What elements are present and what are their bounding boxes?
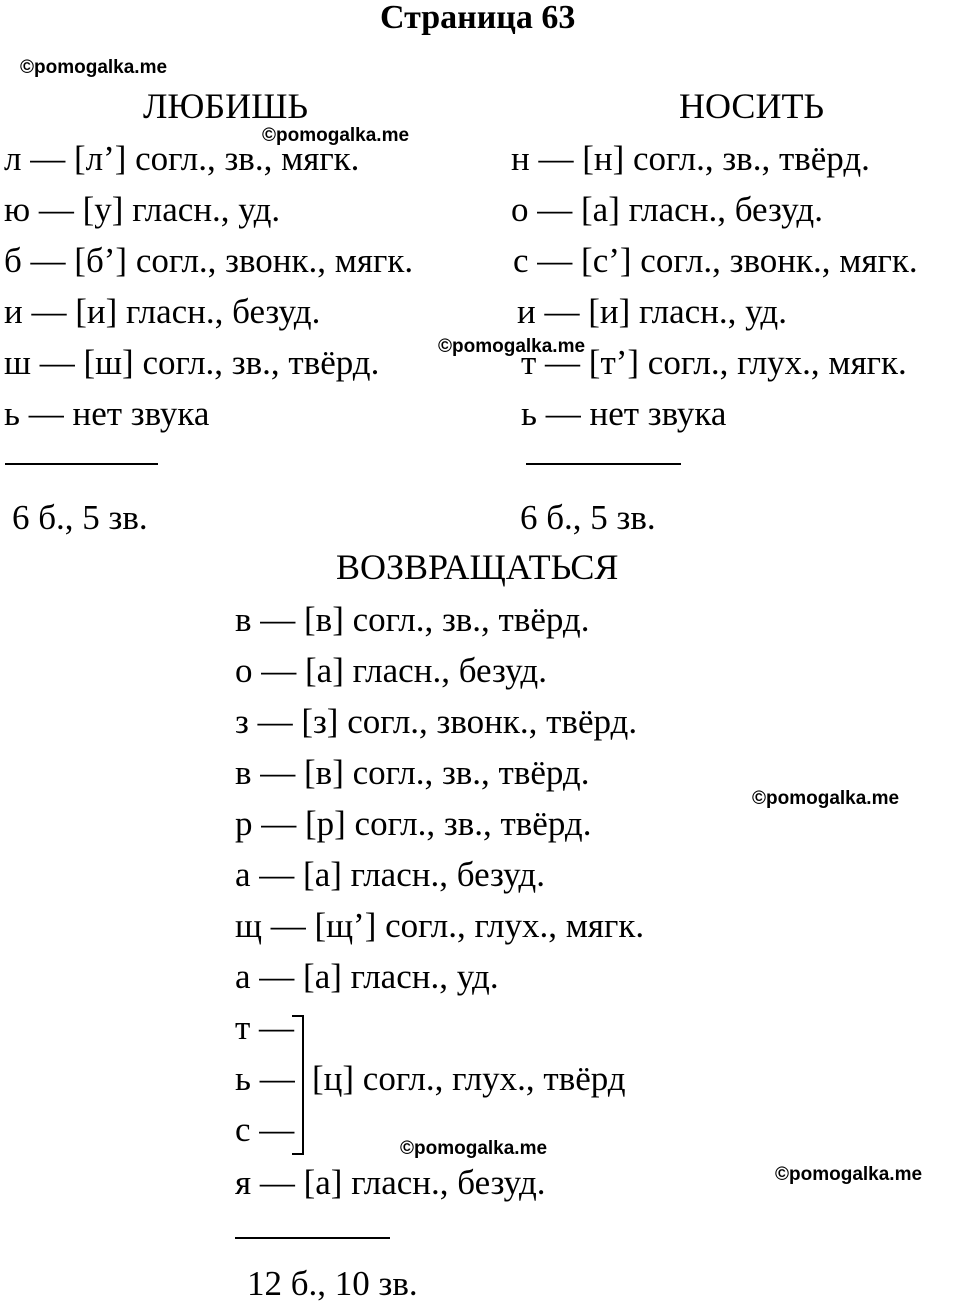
bottom-word-line: а — [а] гласн., уд. [235, 957, 499, 996]
bottom-word-last-line: я — [а] гласн., безуд. [235, 1163, 546, 1202]
left-word-line: и — [и] гласн., безуд. [4, 292, 321, 331]
bottom-word-divider [235, 1237, 390, 1239]
group-letter: т — [235, 1008, 295, 1047]
watermark: ©pomogalka.me [752, 788, 900, 809]
bottom-word-line: в — [в] согл., зв., твёрд. [235, 753, 590, 792]
right-word-line: т — [т’] согл., глух., мягк. [521, 343, 907, 382]
bottom-word-summary: 12 б., 10 зв. [247, 1264, 418, 1303]
right-word-divider [526, 463, 681, 465]
left-word-line: ш — [ш] согл., зв., твёрд. [4, 343, 380, 382]
group-bracket [292, 1015, 304, 1155]
group-sound: [ц] согл., глух., твёрд [312, 1059, 626, 1098]
left-word-line: л — [л’] согл., зв., мягк. [4, 139, 360, 178]
bottom-word-line: р — [р] согл., зв., твёрд. [235, 804, 592, 843]
left-word-line: ю — [у] гласн., уд. [4, 190, 281, 229]
watermark: ©pomogalka.me [438, 336, 586, 357]
left-word-line: ь — нет звука [4, 394, 210, 433]
watermark: ©pomogalka.me [20, 57, 168, 78]
right-word-line: и — [и] гласн., уд. [517, 292, 787, 331]
watermark: ©pomogalka.me [775, 1164, 923, 1185]
right-word-line: о — [а] гласн., безуд. [511, 190, 823, 229]
right-word-line: ь — нет звука [521, 394, 727, 433]
bottom-word-heading: ВОЗВРАЩАТЬСЯ [336, 547, 619, 587]
group-letter: ь — [235, 1059, 295, 1098]
left-word-line: б — [б’] согл., звонк., мягк. [4, 241, 414, 280]
right-word-line: с — [с’] согл., звонк., мягк. [513, 241, 918, 280]
page-title: Страница 63 [380, 0, 576, 36]
right-word-heading: НОСИТЬ [679, 86, 825, 126]
group-letter: с — [235, 1110, 295, 1149]
left-word-divider [5, 463, 158, 465]
right-word-summary: 6 б., 5 зв. [520, 498, 656, 537]
bottom-word-line: щ — [щ’] согл., глух., мягк. [235, 906, 645, 945]
bottom-word-line: в — [в] согл., зв., твёрд. [235, 600, 590, 639]
watermark: ©pomogalka.me [262, 125, 410, 146]
bottom-word-line: а — [а] гласн., безуд. [235, 855, 545, 894]
bottom-word-line: з — [з] согл., звонк., твёрд. [235, 702, 638, 741]
watermark: ©pomogalka.me [400, 1138, 548, 1159]
left-word-heading: ЛЮБИШЬ [143, 86, 309, 126]
left-word-summary: 6 б., 5 зв. [12, 498, 148, 537]
right-word-line: н — [н] согл., зв., твёрд. [511, 139, 870, 178]
bottom-word-line: о — [а] гласн., безуд. [235, 651, 547, 690]
